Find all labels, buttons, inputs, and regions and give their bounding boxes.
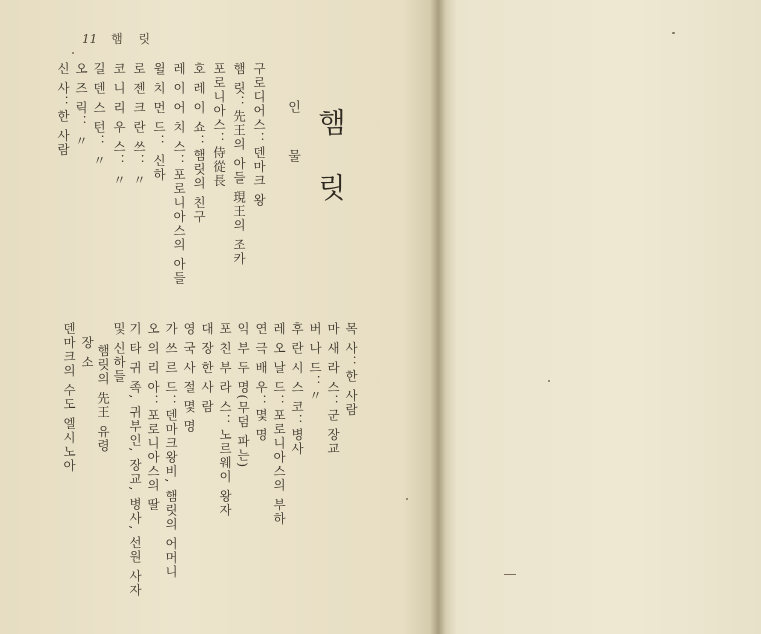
paper-mark xyxy=(504,574,516,575)
setting-heading: 장 소 xyxy=(79,336,95,370)
right-page xyxy=(438,0,761,634)
page-number: 11 xyxy=(82,32,98,46)
cast-line: 연 극 배 우：몇 명 xyxy=(253,322,269,442)
cast-line: 레 이 어 치 스：포로니아스의 아들 xyxy=(171,62,187,286)
setting-line: 덴마크의 수도 엘시노아 xyxy=(61,322,77,473)
cast-line: 코 니 리 우 스： 〃 xyxy=(111,62,127,188)
cast-line: 윌 치 먼 드： 신하 xyxy=(151,62,167,182)
cast-line: 마 새 라 스：군 장교 xyxy=(325,322,341,456)
cast-line: 포 친 부 라 스：노르웨이 왕자 xyxy=(217,322,233,518)
cast-line: 영 국 사 절 몇 명 xyxy=(181,322,197,434)
cast-line: 및 신하들 xyxy=(111,322,127,384)
cast-line: 호 레 이 쇼：햄릿의 친구 xyxy=(191,62,207,224)
paper-speck xyxy=(72,52,74,54)
cast-line: 기 타 귀 족, 귀부인, 장교, 병사, 선원 사자 xyxy=(127,322,143,598)
cast-line: 익 부 두 명(무덤 파는) xyxy=(235,322,251,469)
cast-line: 버 나 드：〃 xyxy=(307,322,323,403)
cast-heading: 인 물 xyxy=(285,100,300,179)
paper-speck xyxy=(548,380,550,382)
running-title: 햄 릿 xyxy=(111,32,157,46)
cast-line: 레 오 날 드：포로니아스의 부하 xyxy=(271,322,287,526)
paper-speck xyxy=(672,32,675,34)
cast-line: 포로니아스：侍從長 xyxy=(211,62,227,188)
cast-line: 후 란 시 스 코：병사 xyxy=(289,322,305,456)
cast-line: 구로디어스：덴마크 왕 xyxy=(251,62,267,208)
cast-line: 햄 릿：先王의 아들 現王의 조카 xyxy=(231,62,247,266)
cast-line: 로 젠 크 란 쓰： 〃 xyxy=(131,62,147,188)
cast-line: 햄릿의 先王 유령 xyxy=(95,344,111,453)
cast-line: 목 사：한 사람 xyxy=(343,322,359,417)
cast-line: 가 쓰 르 드：덴마크왕비, 햄릿의 어머니 xyxy=(163,322,179,579)
play-title: 햄 릿 xyxy=(314,108,347,215)
cast-line: 길 덴 스 턴： 〃 xyxy=(91,62,107,168)
cast-line: 오 의 리 아：포로니아스의 딸 xyxy=(145,322,161,512)
cast-line: 대 장 한 사 람 xyxy=(199,322,215,414)
cast-line: 오 즈 릭： 〃 xyxy=(73,62,89,149)
paper-speck xyxy=(406,498,408,500)
book-gutter xyxy=(430,0,446,634)
running-header xyxy=(82,30,156,47)
cast-line: 신 사：한 사람 xyxy=(55,62,71,157)
